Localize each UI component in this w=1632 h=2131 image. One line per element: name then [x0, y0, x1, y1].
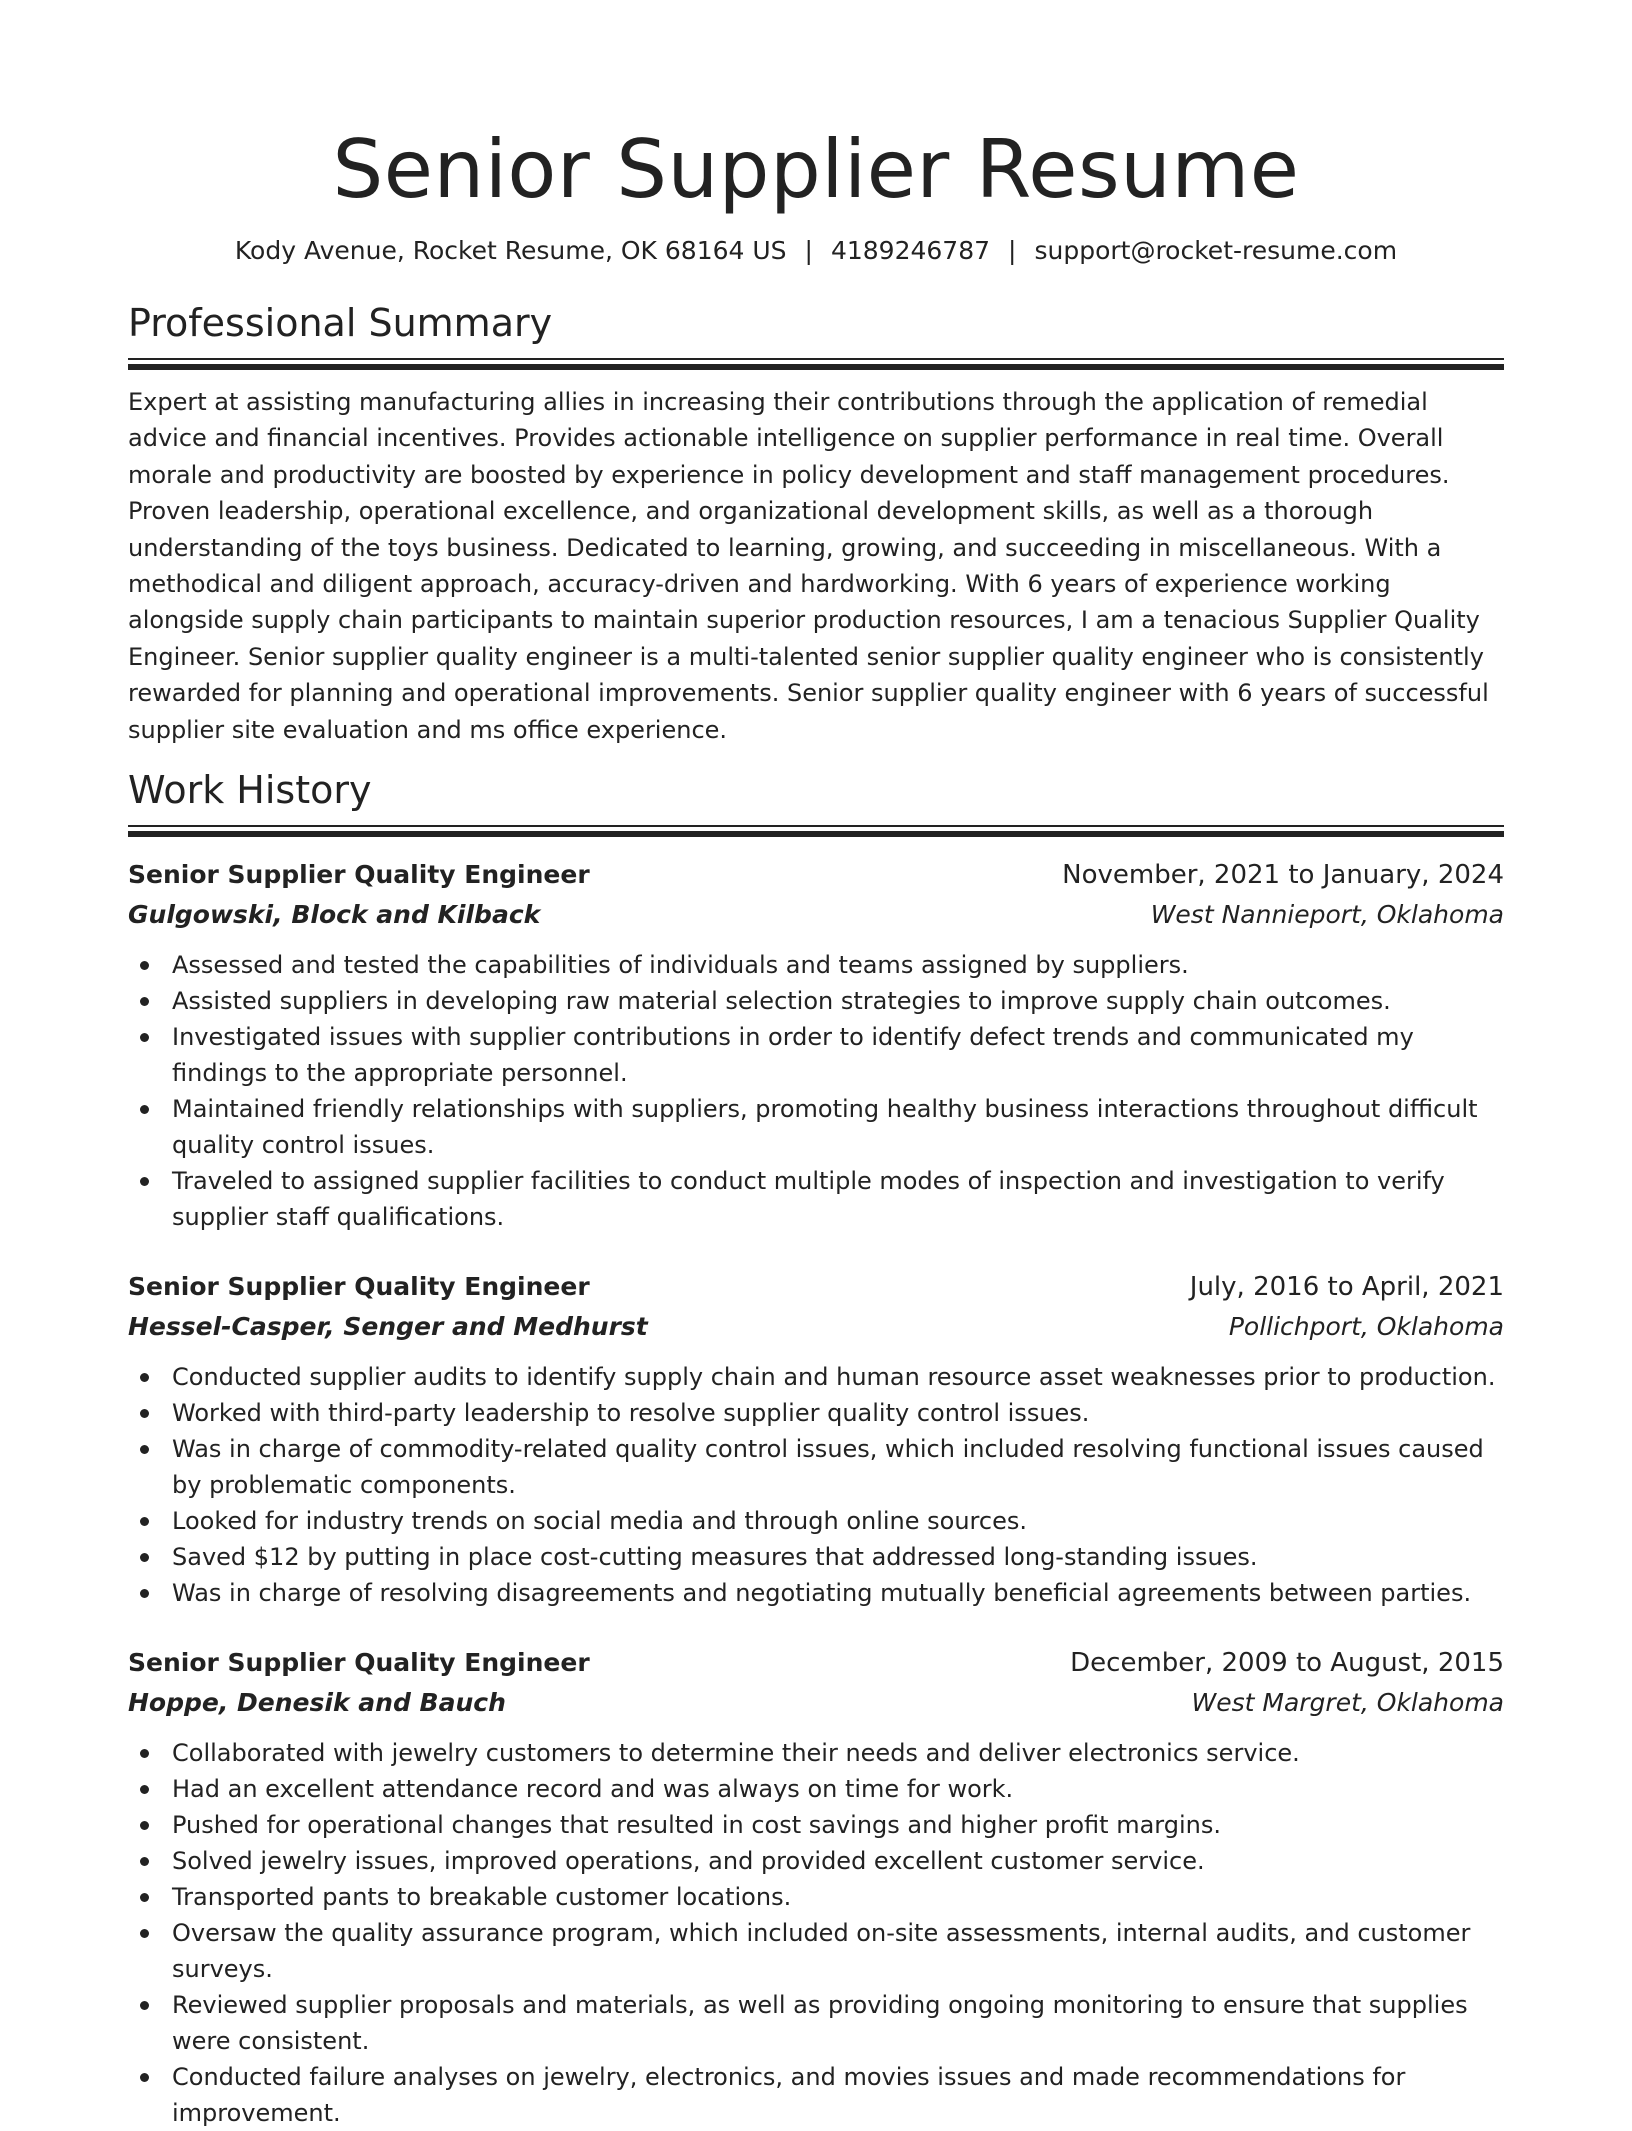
job-bullet: [172, 1807, 1504, 1843]
bullet-icon: [140, 1589, 149, 1598]
job-bullet-text: Conducted failure analyses on jewelry, electronics, and movies issues and made recommendations for improvement.: [172, 2063, 1406, 2128]
job-bullet-text: Maintained friendly relationships with suppliers, promoting healthy business interactions throughout difficult quality control issues.: [172, 1095, 1478, 1160]
bullet-icon: [140, 2001, 149, 2010]
job-bullet-text: Solved jewelry issues, improved operations, and provided excellent customer service.: [172, 1847, 1205, 1876]
job-bullet: [172, 1771, 1504, 1807]
job-bullet-list: [128, 1735, 1504, 2131]
bullet-icon: [140, 1893, 149, 1902]
bullet-icon: [140, 1553, 149, 1562]
contact-email: support@rocket-resume.com: [1034, 236, 1398, 265]
job-bullet: [172, 983, 1504, 1019]
job-dates: November, 2021 to January, 2024: [1062, 860, 1504, 891]
bullet-icon: [140, 1929, 149, 1938]
bullet-icon: [140, 1517, 149, 1526]
job-entry: [128, 1643, 1504, 2131]
job-bullet: [172, 1091, 1504, 1163]
job-bullet-text: Conducted supplier audits to identify supply chain and human resource asset weaknesses prior to production.: [172, 1363, 1496, 1392]
bullet-icon: [140, 1105, 149, 1114]
job-bullet-text: Was in charge of resolving disagreements and negotiating mutually beneficial agreements between parties.: [172, 1579, 1472, 1608]
job-header-row: [128, 1267, 1504, 1307]
job-bullet-text: Reviewed supplier proposals and materials, as well as providing ongoing monitoring to ensure that supplies were consistent.: [172, 1991, 1468, 2056]
resume-name: Senior Supplier Resume: [332, 123, 1300, 216]
summary-text: Expert at assisting manufacturing allies in increasing their contributions through the application of remedial advice and financial incentives. Provides actionable intelligence on supplier performance in real time. Overall morale and productivity are boosted by experience in policy development and staff management procedures. Proven leadership, operational excellence, and organizational development skills, as well as a thorough understanding of the toys business. Dedicated to learning, growing, and succeeding in miscellaneous. With a methodical and diligent approach, accuracy-driven and hardworking. With 6 years of experience working alongside supply chain participants to maintain superior production resources, I am a tenacious Supplier Quality Engineer. Senior supplier quality engineer is a multi-talented senior supplier quality engineer who is consistently rewarded for planning and operational improvements. Senior supplier quality engineer with 6 years of successful supplier site evaluation and ms office experience.: [128, 388, 1489, 744]
job-bullet: [172, 1987, 1504, 2059]
job-company: Gulgowski, Block and Kilback: [128, 900, 541, 930]
job-dates: July, 2016 to April, 2021: [1189, 1272, 1504, 1303]
job-bullet-text: Assisted suppliers in developing raw material selection strategies to improve supply chain outcomes.: [172, 987, 1391, 1016]
section-divider: [128, 825, 1504, 837]
bullet-icon: [140, 2073, 149, 2082]
job-bullet-list: [128, 1359, 1504, 1611]
job-bullet-text: Traveled to assigned supplier facilities to conduct multiple modes of inspection and investigation to verify supplier staff qualifications.: [172, 1167, 1445, 1232]
job-company-row: [128, 895, 1504, 935]
job-bullet-text: Transported pants to breakable customer locations.: [172, 1883, 792, 1912]
job-location: West Margret, Oklahoma: [1191, 1688, 1504, 1718]
bullet-icon: [140, 1033, 149, 1042]
job-bullet-text: Looked for industry trends on social media and through online sources.: [172, 1507, 1027, 1536]
job-dates: December, 2009 to August, 2015: [1070, 1648, 1504, 1679]
contact-separator: |: [1008, 236, 1017, 265]
job-bullet-list: [128, 947, 1504, 1235]
bullet-icon: [140, 1373, 149, 1382]
job-bullet-text: Had an excellent attendance record and was always on time for work.: [172, 1775, 1014, 1804]
job-company: Hessel-Casper, Senger and Medhurst: [128, 1312, 648, 1342]
work-history-list: [128, 855, 1504, 2131]
job-bullet: [172, 1539, 1504, 1575]
job-company: Hoppe, Denesik and Bauch: [128, 1688, 506, 1718]
job-bullet: [172, 1431, 1504, 1503]
job-title: Senior Supplier Quality Engineer: [128, 1272, 590, 1302]
contact-line: [128, 234, 1504, 268]
bullet-icon: [140, 1857, 149, 1866]
bullet-icon: [140, 1445, 149, 1454]
job-bullet: [172, 1915, 1504, 1987]
job-bullet-text: Saved $12 by putting in place cost-cutting measures that addressed long-standing issues.: [172, 1543, 1258, 1572]
bullet-icon: [140, 1785, 149, 1794]
job-bullet-text: Investigated issues with supplier contributions in order to identify defect trends and communicated my findings to the appropriate personnel.: [172, 1023, 1414, 1088]
job-entry: [128, 1267, 1504, 1611]
bullet-icon: [140, 1821, 149, 1830]
bullet-icon: [140, 1749, 149, 1758]
bullet-icon: [140, 1177, 149, 1186]
bullet-icon: [140, 1409, 149, 1418]
job-company-row: [128, 1307, 1504, 1347]
work-history-heading: Work History: [128, 768, 372, 813]
job-location: West Nannieport, Oklahoma: [1150, 900, 1504, 930]
summary-heading: Professional Summary: [128, 301, 553, 345]
section-divider: [128, 358, 1504, 370]
contact-separator: |: [804, 236, 813, 265]
job-bullet: [172, 1879, 1504, 1915]
job-location: Pollichport, Oklahoma: [1228, 1312, 1504, 1342]
job-header-row: [128, 1643, 1504, 1683]
job-bullet: [172, 1503, 1504, 1539]
job-bullet-text: Oversaw the quality assurance program, which included on-site assessments, internal audits, and customer surveys.: [172, 1919, 1471, 1984]
job-bullet: [172, 1843, 1504, 1879]
job-entry: [128, 855, 1504, 1235]
bullet-icon: [140, 997, 149, 1006]
job-bullet-text: Worked with third-party leadership to resolve supplier quality control issues.: [172, 1399, 1090, 1428]
job-bullet: [172, 2059, 1504, 2131]
job-company-row: [128, 1683, 1504, 1723]
job-bullet: [172, 947, 1504, 983]
job-bullet: [172, 1163, 1504, 1235]
job-bullet: [172, 1359, 1504, 1395]
contact-address: Kody Avenue, Rocket Resume, OK 68164 US: [234, 236, 787, 265]
job-bullet: [172, 1019, 1504, 1091]
job-bullet: [172, 1575, 1504, 1611]
job-bullet-text: Assessed and tested the capabilities of individuals and teams assigned by suppliers.: [172, 951, 1189, 980]
job-title: Senior Supplier Quality Engineer: [128, 860, 590, 890]
job-bullet: [172, 1395, 1504, 1431]
job-bullet-text: Collaborated with jewelry customers to determine their needs and deliver electronics service.: [172, 1739, 1300, 1768]
job-bullet-text: Was in charge of commodity-related quality control issues, which included resolving functional issues caused by problematic components.: [172, 1435, 1484, 1500]
job-bullet: [172, 1735, 1504, 1771]
job-title: Senior Supplier Quality Engineer: [128, 1648, 590, 1678]
contact-phone: 4189246787: [830, 236, 991, 265]
job-bullet-text: Pushed for operational changes that resulted in cost savings and higher profit margins.: [172, 1811, 1221, 1840]
bullet-icon: [140, 961, 149, 970]
resume-page: [128, 0, 1504, 2131]
job-header-row: [128, 855, 1504, 895]
